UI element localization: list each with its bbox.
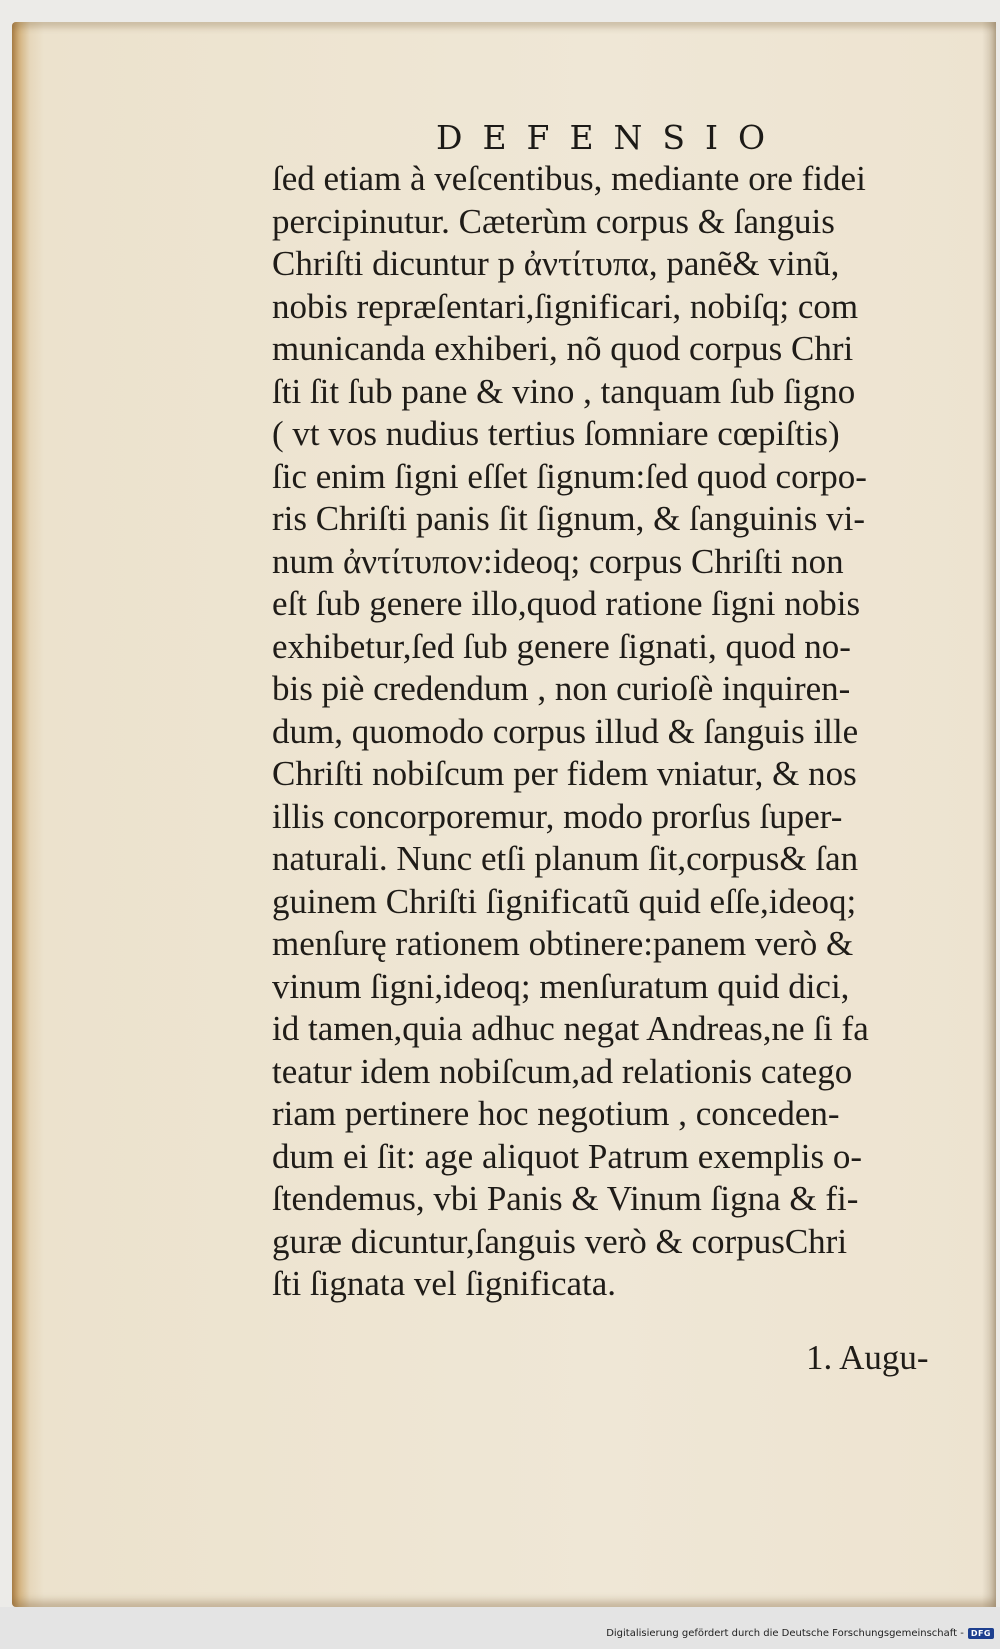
dfg-logo-icon: DFG: [968, 1628, 994, 1639]
text-line: naturali. Nunc etſi planum ſit,corpus& ſan: [272, 839, 859, 878]
running-head: DEFENSIO: [436, 118, 786, 157]
text-line: ſtendemus, vbi Panis & Vinum ſigna & fi-: [272, 1179, 859, 1218]
text-line: riam pertinere hoc negotium , conceden-: [272, 1094, 840, 1133]
text-line: ſic enim ſigni eſſet ſignum:ſed quod corpo-: [272, 456, 867, 496]
text-line: illis concorporemur, modo prorſus ſuper-: [272, 796, 843, 836]
text-line: municanda exhiberi, nõ quod corpus Chri: [272, 329, 854, 368]
text-line: dum, quomodo corpus illud & ſanguis ille: [272, 711, 859, 751]
text-line: Chriſti nobiſcum per fidem vniatur, & nos: [272, 754, 857, 793]
digitization-credit: [606, 1628, 994, 1639]
text-line: vinum ſigni,ideoq; menſuratum quid dici,: [272, 966, 850, 1006]
catchword: 1. Augu-: [806, 1338, 929, 1377]
text-line: ( vt vos nudius tertius ſomniare cœpiſtis): [272, 414, 840, 453]
text-line: ſti ſit ſub pane & vino , tanquam ſub ſigno: [272, 371, 856, 411]
text-line: percipinutur. Cæterùm corpus & ſanguis: [272, 201, 835, 241]
text-line: nobis repræſentari,ſignificari, nobiſq; com: [272, 286, 859, 326]
body-text: [272, 158, 972, 1306]
text-line: guinem Chriſti ſignificatũ quid eſſe,ideoq;: [272, 881, 857, 921]
text-line: guræ dicuntur,ſanguis verò & corpusChri: [272, 1221, 848, 1261]
text-line: eſt ſub genere illo,quod ratione ſigni nobis: [272, 584, 861, 623]
text-line: Chriſti dicuntur p ἀντίτυπα, panẽ& vinũ,: [272, 244, 840, 283]
text-line: num ἀντίτυπον:ideoq; corpus Chriſti non: [272, 541, 844, 581]
text-line: id tamen,quia adhuc negat Andreas,ne ſi fa: [272, 1009, 869, 1048]
text-line: ris Chriſti panis ſit ſignum, & ſanguinis vi-: [272, 499, 866, 538]
text-line: exhibetur,ſed ſub genere ſignati, quod no-: [272, 626, 851, 666]
text-line: bis piè credendum , non curioſè inquiren-: [272, 669, 851, 708]
text-line: dum ei ſit: age aliquot Patrum exemplis o-: [272, 1136, 863, 1176]
text-line: ſed etiam à veſcentibus, mediante ore fidei: [272, 159, 866, 198]
text-line: teatur idem nobiſcum,ad relationis catego: [272, 1051, 853, 1091]
credit-text: Digitalisierung gefördert durch die Deutsche Forschungsgemeinschaft -: [606, 1628, 964, 1639]
text-line: ſti ſignata vel ſignificata.: [272, 1264, 617, 1303]
text-line: menſurę rationem obtinere:panem verò &: [272, 924, 854, 963]
